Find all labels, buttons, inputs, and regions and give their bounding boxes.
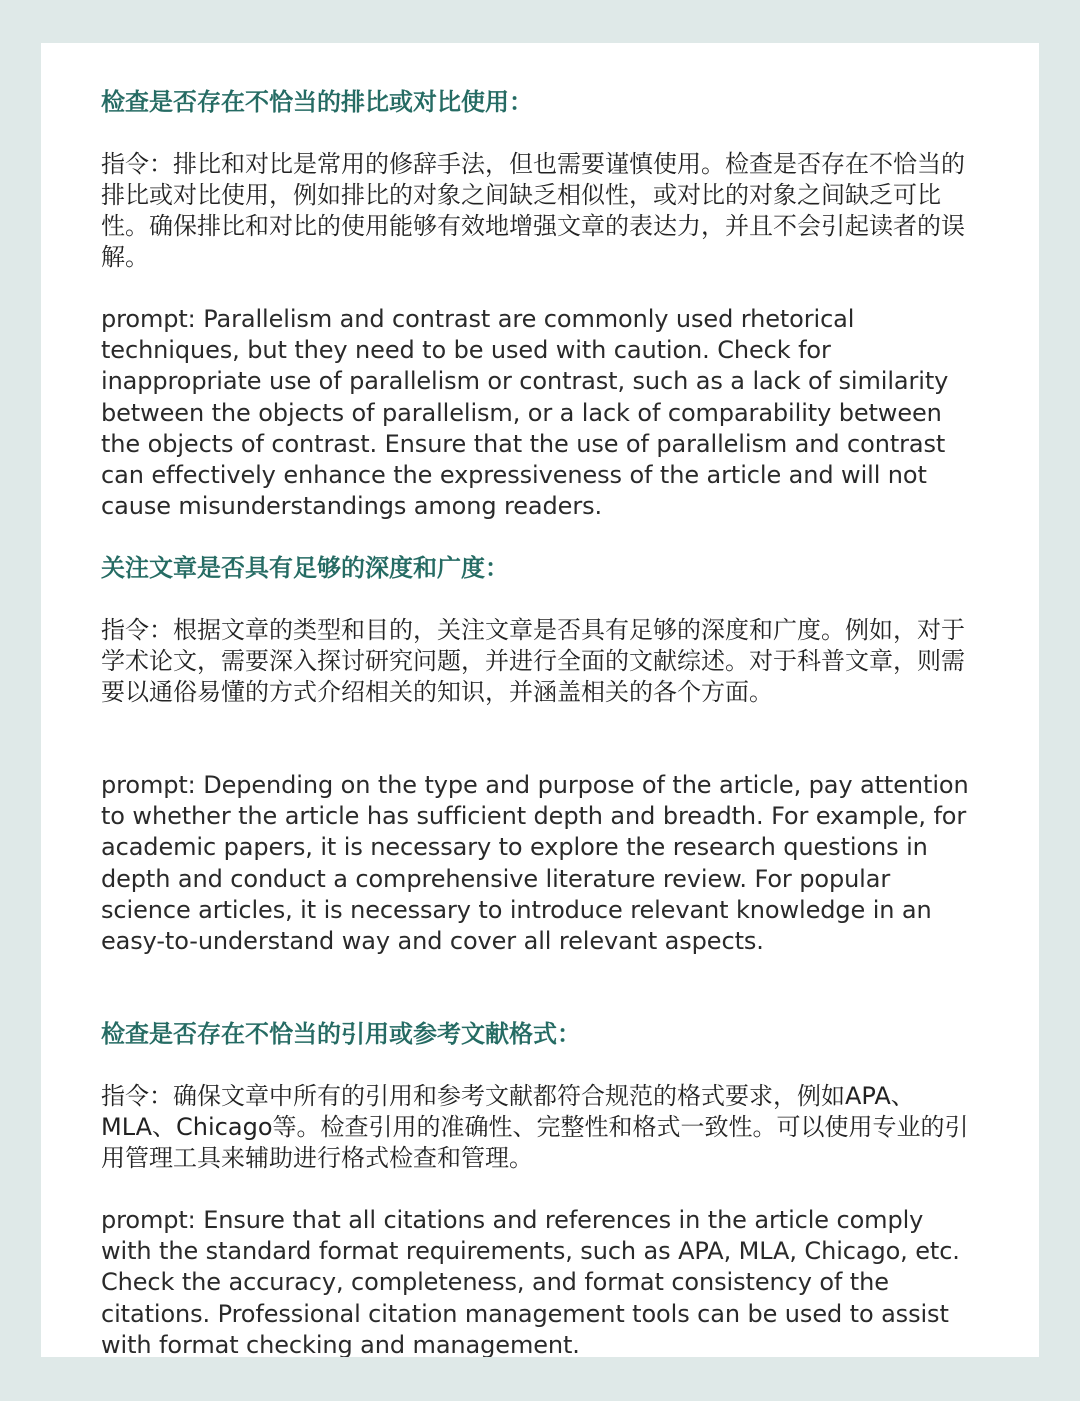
instruction-zh: 指令：根据文章的类型和目的，关注文章是否具有足够的深度和广度。例如，对于学术论文，需要深入探讨研究问题，并进行全面的文献综述。对于科普文章，则需要以通俗易懂的方式介绍相关的知识，并涵盖相关的各个方面。 <box>101 616 965 706</box>
section-depth-breadth <box>101 553 979 988</box>
instruction-zh: 指令：排比和对比是常用的修辞手法，但也需要谨慎使用。检查是否存在不恰当的排比或对比使用，例如排比的对象之间缺乏相似性，或对比的对象之间缺乏可比性。确保排比和对比的使用能够有效地增强文章的表达力，并且不会引起读者的误解。 <box>101 150 965 271</box>
section-spacer <box>101 522 979 553</box>
section-heading: 检查是否存在不恰当的引用或参考文献格式： <box>101 1020 581 1048</box>
prompt-en: prompt: Ensure that all citations and references in the article comply with the standard format requirements, such as APA, MLA, Chicago, etc. Check the accuracy, completeness, and format consistency of the citations. Professional citation management tools can be used to assist with format checking and management. <box>101 1206 960 1357</box>
section-citations <box>101 1019 979 1357</box>
section-spacer <box>101 988 979 1019</box>
prompt-en: prompt: Depending on the type and purpose of the article, pay attention to whether the article has sufficient depth and breadth. For example, for academic papers, it is necessary to explore the research questions in depth and conduct a comprehensive literature review. For popular science articles, it is necessary to introduce relevant knowledge in an easy-to-understand way and cover all relevant aspects. <box>101 771 969 956</box>
content-card <box>41 43 1039 1357</box>
prompt-en: prompt: Parallelism and contrast are commonly used rhetorical techniques, but they need to be used with caution. Check for inappropriate use of parallelism or contrast, such as a lack of similarity between the objects of parallelism, or a lack of comparability between the objects of contrast. Ensure that the use of parallelism and contrast can effectively enhance the expressiveness of the article and will not cause misunderstandings among readers. <box>101 305 949 521</box>
section-heading: 检查是否存在不恰当的排比或对比使用： <box>101 88 533 116</box>
section-heading: 关注文章是否具有足够的深度和广度： <box>101 554 509 582</box>
instruction-zh: 指令：确保文章中所有的引用和参考文献都符合规范的格式要求，例如APA、MLA、Chicago等。检查引用的准确性、完整性和格式一致性。可以使用专业的引用管理工具来辅助进行格式检查和管理。 <box>101 1082 969 1172</box>
section-parallelism <box>101 87 979 522</box>
